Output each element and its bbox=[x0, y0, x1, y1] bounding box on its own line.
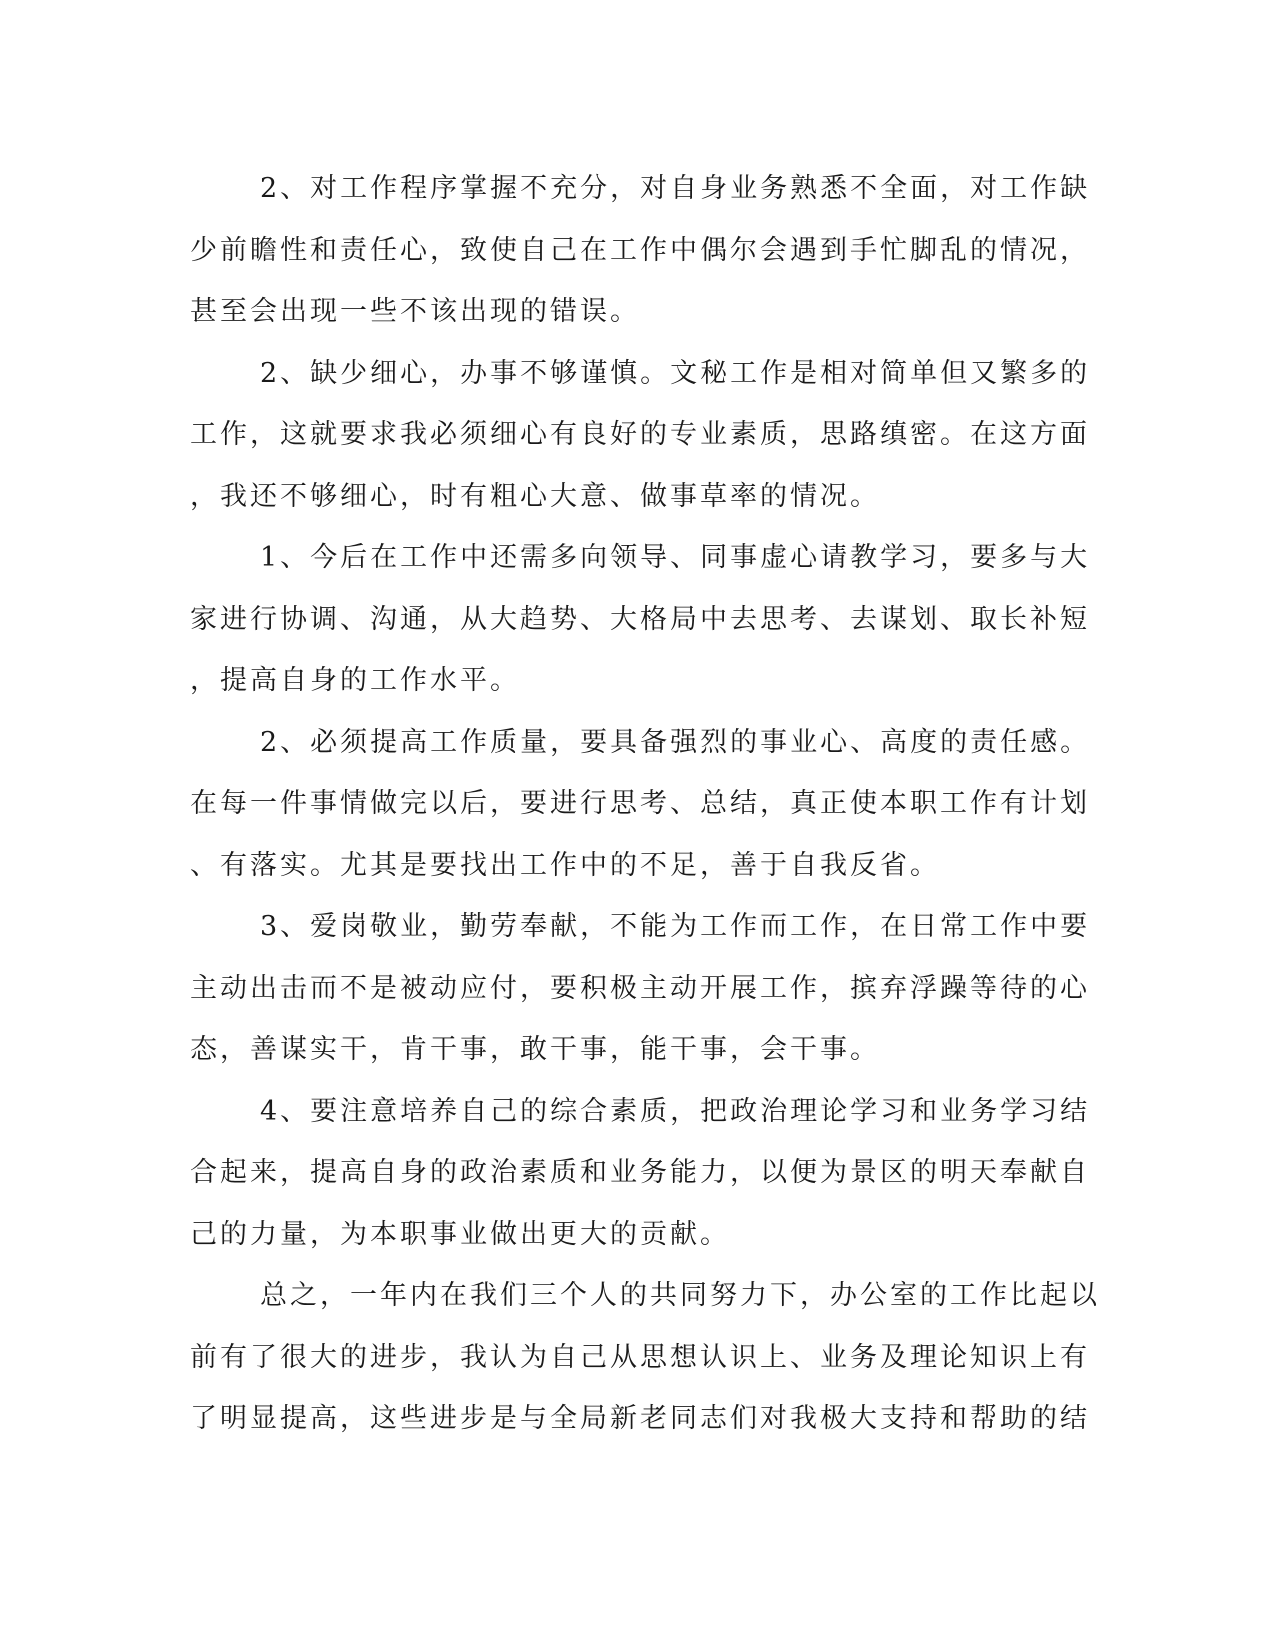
text-line: 4、要注意培养自己的综合素质，把政治理论学习和业务学习结 bbox=[260, 1095, 1091, 1127]
text-line: 2、必须提高工作质量，要具备强烈的事业心、高度的责任感。 bbox=[260, 726, 1091, 758]
text-line: ，我还不够细心，时有粗心大意、做事草率的情况。 bbox=[190, 480, 880, 512]
text-line: ，提高自身的工作水平。 bbox=[190, 665, 520, 696]
text-line: 主动出击而不是被动应付，要积极主动开展工作，摈弃浮躁等待的心 bbox=[190, 972, 1090, 1004]
text-line: 工作，这就要求我必须细心有良好的专业素质，思路缜密。在这方面 bbox=[190, 419, 1090, 450]
text-line: 3、爱岗敬业，勤劳奉献，不能为工作而工作，在日常工作中要 bbox=[260, 911, 1091, 942]
text-line: 合起来，提高自身的政治素质和业务能力，以便为景区的明天奉献自 bbox=[190, 1157, 1090, 1188]
text-line: 在每一件事情做完以后，要进行思考、总结，真正使本职工作有计划 bbox=[190, 788, 1090, 819]
text-line: 甚至会出现一些不该出现的错误。 bbox=[190, 296, 640, 327]
text-line: 2、对工作程序掌握不充分，对自身业务熟悉不全面，对工作缺 bbox=[260, 173, 1091, 204]
text-line: 、有落实。尤其是要找出工作中的不足，善于自我反省。 bbox=[190, 849, 940, 881]
text-line: 己的力量，为本职事业做出更大的贡献。 bbox=[190, 1218, 730, 1250]
text-line: 少前瞻性和责任心，致使自己在工作中偶尔会遇到手忙脚乱的情况， bbox=[190, 234, 1090, 266]
text-line: 前有了很大的进步，我认为自己从思想认识上、业务及理论知识上有 bbox=[190, 1341, 1090, 1373]
text-line: 总之，一年内在我们三个人的共同努力下，办公室的工作比起以 bbox=[260, 1280, 1100, 1311]
document-body bbox=[190, 158, 1100, 1450]
text-line: 2、缺少细心，办事不够谨慎。文秘工作是相对简单但又繁多的 bbox=[260, 357, 1091, 389]
text-line: 了明显提高，这些进步是与全局新老同志们对我极大支持和帮助的结 bbox=[190, 1403, 1090, 1434]
text-line: 家进行协调、沟通，从大趋势、大格局中去思考、去谋划、取长补短 bbox=[190, 603, 1090, 635]
text-line: 态，善谋实干，肯干事，敢干事，能干事，会干事。 bbox=[190, 1034, 880, 1065]
text-line: 1、今后在工作中还需多向领导、同事虚心请教学习，要多与大 bbox=[260, 542, 1091, 573]
